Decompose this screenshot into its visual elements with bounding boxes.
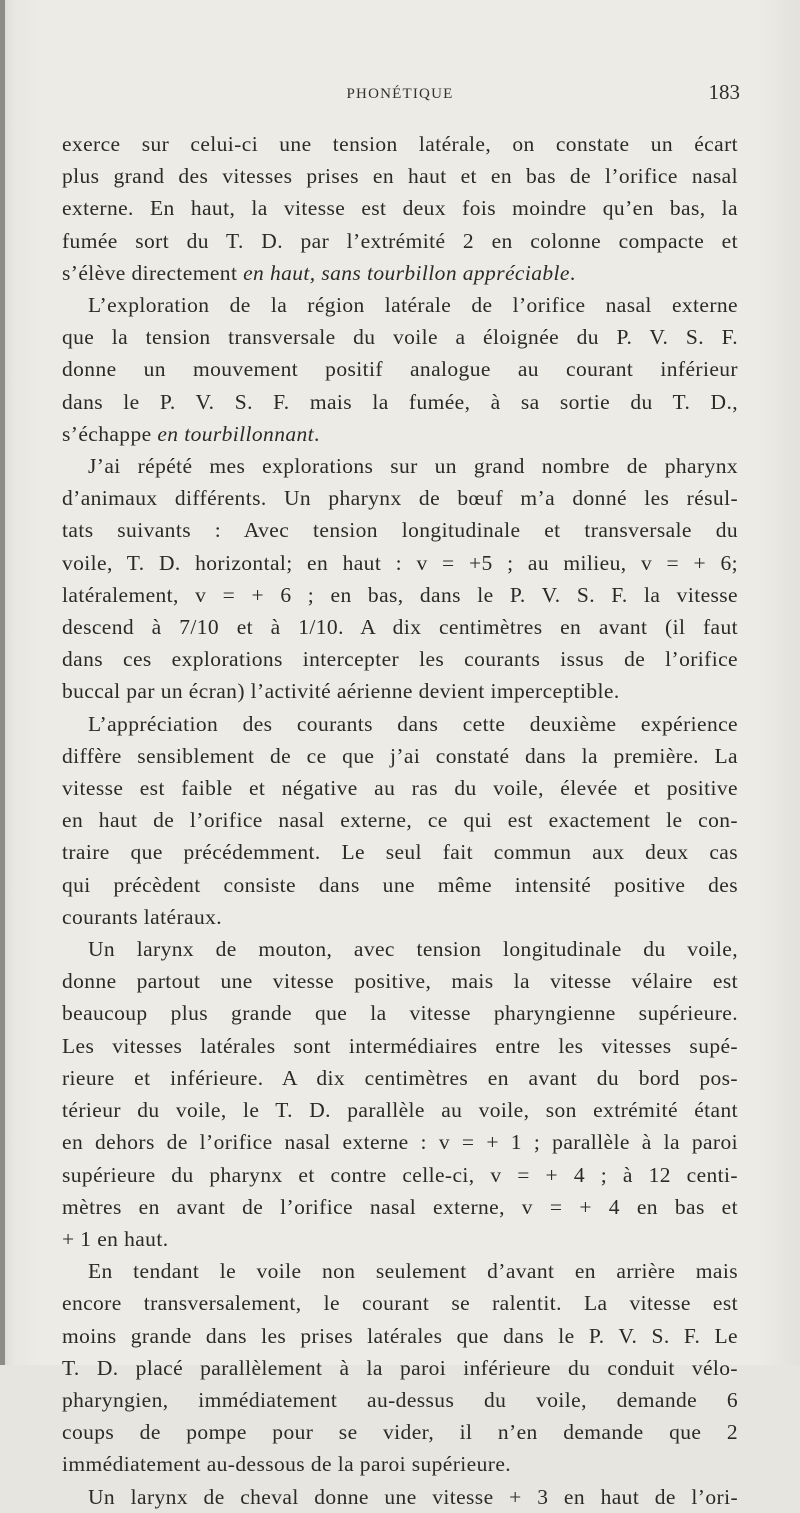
text-line: L’exploration de la région latérale de l’orifice nasal externe [88, 293, 738, 318]
text-line: diffère sensiblement de ce que j’ai constaté dans la première. La [62, 743, 738, 768]
text-line: traire que précédemment. Le seul fait commun aux deux cas [62, 840, 738, 865]
text-line: s’élève directement en haut, sans tourbillon appréciable. [62, 260, 576, 285]
text-line: beaucoup plus grande que la vitesse pharyngienne supérieure. [62, 1001, 738, 1026]
text-line: voile, T. D. horizontal; en haut : v = +5 ; au milieu, v = + 6; [62, 550, 738, 575]
italic-phrase: en tourbillonnant [157, 421, 315, 446]
text-line: coups de pompe pour se vider, il n’en demande que 2 [62, 1420, 738, 1445]
text-line: moins grande dans les prises latérales que dans le P. V. S. F. Le [62, 1323, 738, 1348]
text-line: supérieure du pharynx et contre celle-ci, v = + 4 ; à 12 centi- [62, 1162, 738, 1187]
text-line: que la tension transversale du voile a éloignée du P. V. S. F. [62, 325, 738, 350]
text-line: immédiatement au-dessous de la paroi supérieure. [62, 1452, 512, 1477]
body-text [62, 128, 738, 1513]
text-line: dans ces explorations intercepter les courants issus de l’orifice [62, 647, 738, 672]
text-line: plus grand des vitesses prises en haut et en bas de l’orifice nasal [62, 164, 738, 189]
text-line: en dehors de l’orifice nasal externe : v = + 1 ; parallèle à la paroi [62, 1130, 738, 1155]
text-line: mètres en avant de l’orifice nasal externe, v = + 4 en bas et [62, 1194, 738, 1219]
text-line: vitesse est faible et négative au ras du voile, élevée et positive [62, 776, 738, 801]
text-line: buccal par un écran) l’activité aérienne devient imperceptible. [62, 679, 620, 704]
text-line: courants latéraux. [62, 904, 223, 929]
text-line: J’ai répété mes explorations sur un grand nombre de pharynx [88, 454, 738, 479]
text-line: donne partout une vitesse positive, mais la vitesse vélaire est [62, 969, 738, 994]
text-line: tats suivants : Avec tension longitudinale et transversale du [62, 518, 738, 543]
text-line: L’appréciation des courants dans cette deuxième expérience [88, 711, 738, 736]
text-line: T. D. placé parallèlement à la paroi inférieure du conduit vélo- [62, 1355, 738, 1380]
page-number: 183 [708, 80, 740, 104]
text-line: latéralement, v = + 6 ; en bas, dans le P. V. S. F. la vitesse [62, 582, 738, 607]
text-line: pharyngien, immédiatement au-dessus du voile, demande 6 [62, 1387, 738, 1412]
text-line: exerce sur celui-ci une tension latérale, on constate un écart [62, 132, 738, 156]
text-line: fumée sort du T. D. par l’extrémité 2 en colonne compacte et [62, 228, 738, 253]
text-line: Un larynx de mouton, avec tension longitudinale du voile, [88, 937, 738, 962]
text-line: Les vitesses latérales sont intermédiaires entre les vitesses supé- [62, 1033, 738, 1058]
text-line: + 1 en haut. [62, 1226, 169, 1251]
text-line: encore transversalement, le courant se ralentit. La vitesse est [62, 1291, 738, 1316]
text-line: externe. En haut, la vitesse est deux fois moindre qu’en bas, la [62, 196, 738, 221]
text-line: Un larynx de cheval donne une vitesse + 3 en haut de l’ori- [88, 1484, 738, 1509]
text-line: s’échappe en tourbillonnant. [62, 421, 320, 446]
text-line: en haut de l’orifice nasal externe, ce qui est exactement le con- [62, 808, 738, 833]
text-line: d’animaux différents. Un pharynx de bœuf m’a donné les résul- [62, 486, 738, 511]
text-line: dans le P. V. S. F. mais la fumée, à sa sortie du T. D., [62, 389, 738, 414]
page-header [60, 80, 740, 114]
page-spine-edge [0, 0, 5, 1365]
text-line: térieur du voile, le T. D. parallèle au voile, son extrémité étant [62, 1098, 738, 1123]
text-line: En tendant le voile non seulement d’avant en arrière mais [88, 1259, 738, 1284]
running-head: PHONÉTIQUE [346, 86, 454, 102]
text-line: donne un mouvement positif analogue au courant inférieur [62, 357, 738, 382]
text-line: descend à 7/10 et à 1/10. A dix centimètres en avant (il faut [62, 615, 738, 640]
text-line: qui précèdent consiste dans une même intensité positive des [62, 872, 738, 897]
text-line: rieure et inférieure. A dix centimètres en avant du bord pos- [62, 1065, 738, 1090]
italic-phrase: en haut, sans tourbillon appréciable [243, 260, 570, 285]
